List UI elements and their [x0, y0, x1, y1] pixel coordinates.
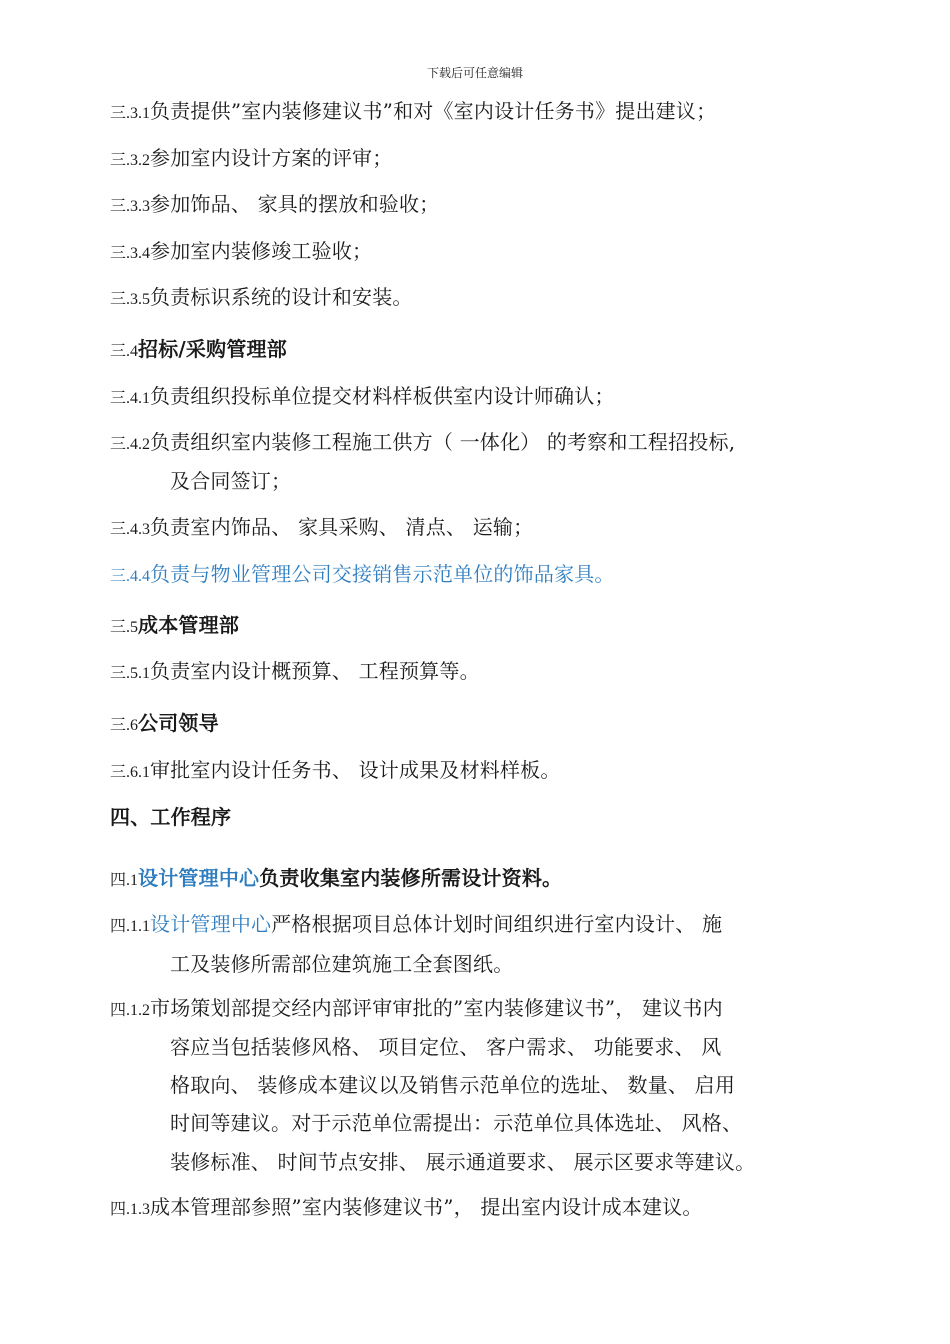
- clause-4-1-2-continuation: 时间等建议。对于示范单位需提出：示范单位具体选址、 风格、: [170, 1111, 743, 1135]
- clause-4-1-1-continuation: 工及装修所需部位建筑施工全套图纸。: [170, 952, 514, 976]
- clause-3-6-1: [110, 756, 850, 787]
- clause-number: 三.3.3: [110, 198, 151, 215]
- clause-number: 三.3.4: [110, 245, 151, 262]
- clause-number: 三.3.5: [110, 291, 151, 308]
- clause-number: 三.5.1: [110, 665, 151, 682]
- clause-text: 参加室内设计方案的评审；: [150, 146, 393, 170]
- clause-text: 参加饰品、 家具的摆放和验收；: [150, 192, 440, 216]
- clause-4-1-1: [110, 910, 850, 941]
- clause-text: 负责组织室内装修工程施工供方（ 一体化） 的考察和工程招投标,: [150, 430, 736, 454]
- clause-number: 三.4.1: [110, 390, 151, 407]
- highlight-text: 设计管理中心: [150, 912, 272, 936]
- clause-number: 四.1.2: [110, 1002, 151, 1019]
- section-number: 三.6: [110, 717, 139, 734]
- clause-3-3-4: [110, 237, 850, 268]
- clause-4-1-2-continuation: 装修标准、 时间节点安排、 展示通道要求、 展示区要求等建议。: [170, 1150, 756, 1174]
- clause-4-1-3: [110, 1193, 850, 1224]
- section-4-1-heading: [110, 864, 850, 895]
- clause-text: 负责组织投标单位提交材料样板供室内设计师确认；: [150, 384, 615, 408]
- clause-text: 市场策划部提交经内部评审审批的”室内装修建议书”， 建议书内: [150, 996, 723, 1020]
- clause-4-1-2-continuation: 容应当包括装修风格、 项目定位、 客户需求、 功能要求、 风: [170, 1035, 722, 1059]
- clause-3-3-3: [110, 190, 850, 221]
- highlight-text: 设计管理中心: [138, 866, 260, 890]
- section-3-6-heading: [110, 709, 850, 740]
- clause-4-1-2: [110, 994, 850, 1025]
- section-3-5-heading: [110, 611, 850, 642]
- clause-number: 三.3.1: [110, 105, 151, 122]
- clause-3-4-2-continuation: 及合同签订；: [170, 469, 292, 493]
- section-number: 三.4: [110, 343, 139, 360]
- clause-text: 负责标识系统的设计和安装。: [150, 285, 413, 309]
- clause-number: 三.4.2: [110, 436, 151, 453]
- clause-3-3-5: [110, 283, 850, 314]
- chapter-title: 四、工作程序: [110, 805, 232, 829]
- clause-number: 三.4.4: [110, 568, 151, 585]
- clause-text: 成本管理部参照”室内装修建议书”， 提出室内设计成本建议。: [150, 1195, 703, 1219]
- clause-3-5-1: [110, 657, 850, 688]
- clause-text: 负责室内设计概预算、 工程预算等。: [150, 659, 480, 683]
- section-title: 负责收集室内装修所需设计资料。: [259, 866, 563, 890]
- clause-number: 三.3.2: [110, 152, 151, 169]
- section-title: 成本管理部: [138, 613, 240, 637]
- clause-text: 负责室内饰品、 家具采购、 清点、 运输；: [150, 515, 534, 539]
- section-3-4-heading: [110, 335, 850, 366]
- clause-number: 三.6.1: [110, 764, 151, 781]
- clause-3-4-2: [110, 428, 850, 459]
- clause-3-4-1: [110, 382, 850, 413]
- clause-3-3-1: [110, 97, 850, 128]
- section-title: 公司领导: [138, 711, 219, 735]
- clause-text: 审批室内设计任务书、 设计成果及材料样板。: [150, 758, 561, 782]
- clause-3-4-4: [110, 560, 850, 591]
- section-number: 三.5: [110, 619, 139, 636]
- clause-number: 四.1.1: [110, 918, 151, 935]
- clause-text: 负责与物业管理公司交接销售示范单位的饰品家具。: [150, 562, 615, 586]
- clause-text: 参加室内装修竣工验收；: [150, 239, 373, 263]
- page-header: 下载后可任意编辑: [426, 66, 523, 80]
- clause-4-1-2-continuation: 格取向、 装修成本建议以及销售示范单位的选址、 数量、 启用: [170, 1073, 736, 1097]
- clause-text: 严格根据项目总体计划时间组织进行室内设计、 施: [271, 912, 723, 936]
- clause-3-4-3: [110, 513, 850, 544]
- section-title: 招标/采购管理部: [138, 337, 287, 361]
- clause-number: 三.4.3: [110, 521, 151, 538]
- section-number: 四.1: [110, 872, 139, 889]
- clause-text: 负责提供”室内装修建议书”和对《室内设计任务书》提出建议；: [150, 99, 717, 123]
- clause-number: 四.1.3: [110, 1201, 151, 1218]
- chapter-4-heading: [110, 803, 850, 831]
- clause-3-3-2: [110, 144, 850, 175]
